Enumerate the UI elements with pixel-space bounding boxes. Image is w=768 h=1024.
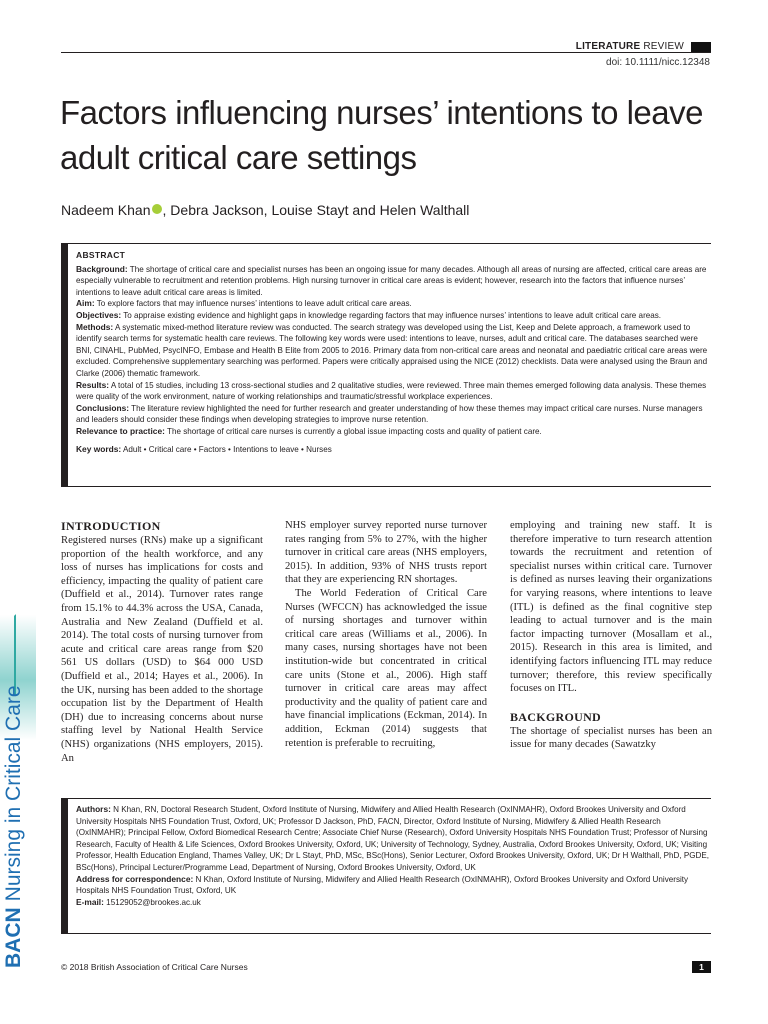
abstract-objectives (76, 310, 710, 322)
body-paragraph: Registered nurses (RNs) make up a significant proportion of the health workforce, and any loss of nurses has implications for costs and efficiency, impacting the quality of patient care (Duffield et al., 2014). Turnover rates range from 15.1% to 44.3% across the USA, Canada, Australia and New Zealand (Duffield et al. 2014). The total costs of nursing turnover from acute and critical care areas range from $20 561 US dollars (USD) to $64 000 USD (Duffield et al., 2014; Hayes et al., 2006). In the UK, nursing has been added to the shortage occupation list by the Department of Health (DH) due to increasing concerns about nurse staffing level by National Health Service (NHS) organizations (NHS employers, 2015). An (61, 535, 263, 764)
body-paragraph: The shortage of specialist nurses has been an issue for many decades (Sawatzky (510, 725, 712, 751)
journal-vertical-title (2, 685, 26, 968)
abstract-label: Background: (76, 263, 128, 274)
section-heading-background: BACKGROUND (510, 709, 602, 724)
abstract-label: Methods: (76, 321, 114, 332)
email-label: E-mail: (76, 896, 104, 907)
abstract-label: Aim: (76, 298, 95, 309)
abstract-label: Conclusions: (76, 402, 130, 413)
author-list (61, 202, 469, 218)
author-rest[interactable]: , Debra Jackson, Louise Stayt and Helen Walthall (162, 202, 470, 218)
article-type-label (576, 41, 710, 52)
author-first[interactable]: Nadeem Khan (61, 202, 151, 218)
abstract-text: To explore factors that may influence nurses’ intentions to leave adult critical care areas. (94, 299, 412, 309)
abstract-label: Results: (76, 379, 110, 390)
journal-name: Nursing in Critical Care (2, 685, 25, 902)
abstract-text: A systematic mixed-method literature review was conducted. The search strategy was developed using the List, Keep and Delete approach, a framework used to identify search terms for systematic health care reviews. The following key words were used: intentions to leave, nurses, adult and critical care. The databases searched were BNI, CINAHL, PubMed, PsycINFO, Embase and Health B Elite from 2005 to 2016. Primary data from non-critical care areas and neonatal and paediatric critical care areas were excluded. Comprehensive supplementary searching was performed. Papers were critically appraised using the NICE (2012) checklists. Data were analysed using the Braun and Clarke (2006) thematic framework. (76, 322, 708, 378)
page-number: 1 (692, 961, 711, 973)
header-rule (61, 52, 711, 53)
abstract-conclusions (76, 403, 710, 426)
address-text: N Khan, Oxford Institute of Nursing, Midwifery and Allied Health Research (OxINMAHR), Oxford Brookes University and Oxford University Hospitals NHS Foundation Trust, Oxford, UK (76, 874, 689, 896)
email-line (76, 897, 710, 909)
author-info-box (61, 798, 711, 934)
address-label: Address for correspondence: (76, 873, 194, 884)
abstract-text: The shortage of critical care and specialist nurses has been an ongoing issue for many decades. Although all areas of nursing are affected, critical care areas are especially vulnerable to recruitment and retention problems. High nursing turnover in critical care areas is evident; however, research into the factors that influence nurses’ intentions to leave adult critical care areas is limited. (76, 264, 707, 297)
header-black-block (691, 42, 711, 52)
article-type-rest: REVIEW (640, 41, 684, 52)
keywords-label: Key words: (76, 443, 122, 454)
body-column-3 (510, 519, 712, 752)
correspondence-address (76, 874, 710, 897)
info-side-bar (61, 799, 68, 933)
orcid-icon[interactable] (152, 204, 162, 214)
article-title: Factors influencing nurses’ intentions to leave adult critical care settings (60, 94, 703, 176)
abstract-heading: ABSTRACT (76, 250, 126, 260)
authors-text: N Khan, RN, Doctoral Research Student, Oxford Institute of Nursing, Midwifery and Allied Health Research (OxINMAHR), Oxford Brookes University and Oxford University Hospitals NHS Foundation Trust, Oxford, UK; Professor D Jackson, PhD, FACN, Director, Oxford Institute of Nursing, Midwifery & Allied Health Research (OxINMAHR); Principal Fellow, Oxford Biomedical Research Centre; Associate Chief Nurse (Research), Oxford University Hospitals NHS Foundation Trust; Professor of Nursing Research, Faculty of Health & Life Sciences, Oxford Brookes University, Oxford, UK; University of Technology, Sydney, Australia, Oxford Brookes University, Oxford, UK; Visiting Professor, Health Education England, Thames Valley, UK; Dr L Stayt, PhD, MSc, BSc(Hons), Senior Lecturer, Oxford Brookes University, Oxford, UK; Dr H Walthall, PhD, PGDE, BSc(Hons), Principal Lecturer/Programme Lead, Department of Nursing, Oxford Brookes University, Oxford, UK (76, 805, 710, 872)
abstract-aim (76, 298, 710, 310)
section-heading-introduction: INTRODUCTION (61, 519, 161, 533)
abstract-label: Objectives: (76, 309, 122, 320)
body-paragraph: employing and training new staff. It is therefore imperative to turn research attention towards the recruitment and retention of specialist nurses within critical care. Turnover is defined as nurses leaving their organizations for varying reasons, where intentions to leave (ITL) is defined as the final cognitive step leading to actual turnover and is the main factor impacting turnover (Mosallam et al., 2015). Research in this area is limited, and identifying factors influencing ITL may reduce turnover; therefore, this review specifically focuses on ITL. (510, 520, 712, 695)
abstract-methods (76, 322, 710, 380)
abstract-text: The shortage of critical care nurses is currently a global issue impacting costs and quality of patient care. (164, 426, 542, 436)
body-column-2 (285, 519, 487, 750)
abstract-text: A total of 15 studies, including 13 cross-sectional studies and 2 qualitative studies, were reviewed. Three main themes emerged following data analysis. These themes were quality of the work environment, nature of working relationships and traumatic/stressful workplace experiences. (76, 380, 707, 402)
abstract-relevance (76, 426, 710, 438)
abstract-background (76, 264, 710, 299)
abstract-box (61, 243, 711, 486)
abstract-text: To appraise existing evidence and highlight gaps in knowledge regarding factors that may influence nurses’ intentions to leave adult critical care areas. (121, 310, 662, 320)
email-address[interactable]: 15129052@brookes.ac.uk (103, 897, 201, 907)
journal-logo: BACN (2, 907, 25, 968)
body-column-1 (61, 519, 263, 765)
body-paragraph: The World Federation of Critical Care Nurses (WFCCN) has acknowledged the issue of nursing shortages and turnover within critical care areas (Williams et al., 2006). In many cases, nursing shortages have not been institution-wide but concentrated in critical care units (Stone et al., 2006). High staff turnover in critical care areas may affect productivity and the quality of patient care and have financial implications (Eckman, 2014). In addition, Eckman (2014) suggests that retention is preferable to recruiting, (285, 587, 487, 749)
article-type-bold: LITERATURE (575, 41, 641, 52)
authors-label: Authors: (76, 804, 111, 814)
body-paragraph: NHS employer survey reported nurse turnover rates ranging from 5% to 27%, with the higher turnover in critical care areas (NHS employers, 2015). In addition, 93% of NHS trusts report that they are experiencing RN shortages. (285, 520, 487, 586)
abstract-bottom-rule (61, 486, 711, 487)
keywords-list: Adult • Critical care • Factors • Intentions to leave • Nurses (121, 444, 332, 454)
info-content (76, 804, 710, 908)
copyright-notice: © 2018 British Association of Critical Care Nurses (61, 962, 248, 972)
doi-link[interactable]: doi: 10.1111/nicc.12348 (606, 57, 710, 68)
keywords (76, 444, 710, 456)
abstract-text: The literature review highlighted the need for further research and greater understanding of how these themes may impact critical care nurses. Nurse managers and leaders should consider these findings when developing strategies to improve nurse retention. (76, 403, 703, 425)
authors-affiliations (76, 804, 710, 874)
abstract-label: Relevance to practice: (76, 425, 165, 436)
abstract-side-bar (61, 244, 68, 486)
side-band-stripe (14, 614, 16, 696)
abstract-results (76, 380, 710, 403)
abstract-content (76, 250, 710, 455)
